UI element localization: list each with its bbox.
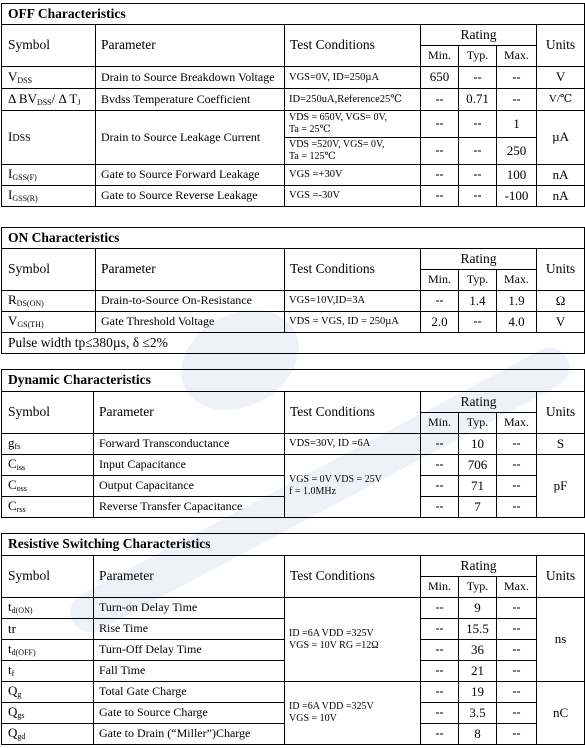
table-row xyxy=(2,434,585,455)
symbol-cell: Δ $BV_{DSS}/$ Δ $T_J$ xyxy=(2,89,96,111)
header-max: Max. xyxy=(497,577,537,598)
typ-cell: -- xyxy=(459,67,497,89)
min-cell: -- xyxy=(421,598,459,619)
min-cell: -- xyxy=(421,476,459,497)
header-units: Units xyxy=(537,25,585,67)
condition-cell: VDS = 650V, VGS= 0V, Ta = 25℃ xyxy=(285,111,421,138)
unit-cell: pF xyxy=(537,455,585,518)
header-units: Units xyxy=(537,556,585,598)
parameter-cell: Gate to Source Reverse Leakage xyxy=(96,186,285,207)
header-symbol: Symbol xyxy=(2,556,94,598)
header-test-conditions: Test Conditions xyxy=(285,392,421,434)
unit-cell: V xyxy=(537,312,585,333)
unit-cell: nA xyxy=(537,165,585,186)
typ-cell: -- xyxy=(459,165,497,186)
symbol-cell: $C_{rss}$ xyxy=(2,497,94,518)
symbol-cell: tr xyxy=(2,619,94,640)
parameter-cell: Gate Threshold Voltage xyxy=(96,312,285,333)
symbol-cell: $V_{GS(TH)}$ xyxy=(2,312,96,333)
header-parameter: Parameter xyxy=(94,556,285,598)
max-cell: -- xyxy=(497,89,537,111)
section-title: OFF Characteristics xyxy=(2,4,585,25)
section-title: ON Characteristics xyxy=(2,228,585,249)
min-cell: 650 xyxy=(421,67,459,89)
parameter-cell: Bvdss Temperature Coefficient xyxy=(96,89,285,111)
section-title: Dynamic Characteristics xyxy=(2,370,585,392)
condition-cell: ID=250uA,Reference25℃ xyxy=(285,89,421,111)
on-characteristics-table xyxy=(1,227,585,354)
typ-cell: 19 xyxy=(459,682,497,703)
min-cell: -- xyxy=(421,138,459,165)
symbol-cell: $V_{DSS}$ xyxy=(2,67,96,89)
table-row xyxy=(2,312,585,333)
symbol-cell: $I_{GSS(F)}$ xyxy=(2,165,96,186)
condition-cell: VDS =520V, VGS= 0V, Ta = 125℃ xyxy=(285,138,421,165)
unit-cell: V xyxy=(537,67,585,89)
symbol-cell: IDSS xyxy=(2,111,96,165)
header-symbol: Symbol xyxy=(2,25,96,67)
typ-cell: 10 xyxy=(459,434,497,455)
header-max: Max. xyxy=(497,270,537,291)
min-cell: -- xyxy=(421,111,459,138)
header-max: Max. xyxy=(497,46,537,67)
max-cell: -- xyxy=(497,724,537,745)
min-cell: -- xyxy=(421,724,459,745)
condition-cell: ID =6A VDD =325V VGS = 10V RG =12Ω xyxy=(285,598,421,682)
condition-cell: VGS =+30V xyxy=(285,165,421,186)
typ-cell: -- xyxy=(459,312,497,333)
header-rating: Rating xyxy=(421,556,537,577)
max-cell: -- xyxy=(497,497,537,518)
unit-cell: ns xyxy=(537,598,585,682)
typ-cell: 15.5 xyxy=(459,619,497,640)
typ-cell: -- xyxy=(459,186,497,207)
max-cell: -- xyxy=(497,703,537,724)
symbol-cell: $C_{oss}$ xyxy=(2,476,94,497)
symbol-cell: $R_{DS(ON)}$ xyxy=(2,291,96,312)
parameter-cell: Fall Time xyxy=(94,661,285,682)
header-min: Min. xyxy=(421,577,459,598)
parameter-cell: Drain to Source Leakage Current xyxy=(96,111,285,165)
max-cell: -- xyxy=(497,434,537,455)
table-row xyxy=(2,682,585,703)
table-row xyxy=(2,89,585,111)
max-cell: -- xyxy=(497,682,537,703)
parameter-cell: Output Capacitance xyxy=(94,476,285,497)
min-cell: -- xyxy=(421,165,459,186)
min-cell: -- xyxy=(421,682,459,703)
max-cell: 250 xyxy=(497,138,537,165)
symbol-cell: $Q_{gd}$ xyxy=(2,724,94,745)
unit-cell: V/℃ xyxy=(537,89,585,111)
header-min: Min. xyxy=(421,413,459,434)
parameter-cell: Turn-on Delay Time xyxy=(94,598,285,619)
symbol-cell: $I_{GSS(R)}$ xyxy=(2,186,96,207)
condition-cell: VGS = 0V VDS = 25V f = 1.0MHz xyxy=(285,455,421,518)
min-cell: -- xyxy=(421,661,459,682)
min-cell: -- xyxy=(421,455,459,476)
table-row xyxy=(2,455,585,476)
pulse-note: Pulse width tp≤380µs, δ ≤2% xyxy=(2,333,585,354)
condition-cell: ID =6A VDD =325V VGS = 10V xyxy=(285,682,421,745)
typ-cell: -- xyxy=(459,138,497,165)
unit-cell: S xyxy=(537,434,585,455)
table-row xyxy=(2,111,585,138)
header-test-conditions: Test Conditions xyxy=(285,249,421,291)
header-parameter: Parameter xyxy=(96,25,285,67)
header-rating: Rating xyxy=(421,25,537,46)
dynamic-characteristics-table xyxy=(1,369,585,518)
parameter-cell: Gate to Source Charge xyxy=(94,703,285,724)
min-cell: 2.0 xyxy=(421,312,459,333)
typ-cell: 71 xyxy=(459,476,497,497)
min-cell: -- xyxy=(421,89,459,111)
table-row xyxy=(2,165,585,186)
typ-cell: 1.4 xyxy=(459,291,497,312)
header-test-conditions: Test Conditions xyxy=(285,556,421,598)
max-cell: -- xyxy=(497,619,537,640)
max-cell: 4.0 xyxy=(497,312,537,333)
parameter-cell: Drain to Source Breakdown Voltage xyxy=(96,67,285,89)
min-cell: -- xyxy=(421,640,459,661)
parameter-cell: Turn-Off Delay Time xyxy=(94,640,285,661)
header-parameter: Parameter xyxy=(96,249,285,291)
symbol-cell: $t_{d(ON)}$ xyxy=(2,598,94,619)
min-cell: -- xyxy=(421,619,459,640)
unit-cell: Ω xyxy=(537,291,585,312)
max-cell: -- xyxy=(497,476,537,497)
min-cell: -- xyxy=(421,186,459,207)
min-cell: -- xyxy=(421,291,459,312)
table-row xyxy=(2,291,585,312)
symbol-cell: $Q_{gs}$ xyxy=(2,703,94,724)
header-rating: Rating xyxy=(421,392,537,413)
header-typ: Typ. xyxy=(459,577,497,598)
header-typ: Typ. xyxy=(459,46,497,67)
max-cell: -- xyxy=(497,640,537,661)
max-cell: -- xyxy=(497,455,537,476)
table-row xyxy=(2,67,585,89)
max-cell: 1 xyxy=(497,111,537,138)
parameter-cell: Rise Time xyxy=(94,619,285,640)
max-cell: 1.9 xyxy=(497,291,537,312)
unit-cell: nA xyxy=(537,186,585,207)
section-title: Resistive Switching Characteristics xyxy=(2,534,585,556)
symbol-cell: $C_{iss}$ xyxy=(2,455,94,476)
condition-cell: VGS =-30V xyxy=(285,186,421,207)
table-row xyxy=(2,598,585,619)
max-cell: -- xyxy=(497,67,537,89)
header-typ: Typ. xyxy=(459,413,497,434)
parameter-cell: Drain-to-Source On-Resistance xyxy=(96,291,285,312)
parameter-cell: Gate to Source Forward Leakage xyxy=(96,165,285,186)
symbol-cell: $t_{d(OFF)}$ xyxy=(2,640,94,661)
condition-cell: VGS=10V,ID=3A xyxy=(285,291,421,312)
table-row xyxy=(2,186,585,207)
max-cell: -- xyxy=(497,598,537,619)
typ-cell: 36 xyxy=(459,640,497,661)
parameter-cell: Forward Transconductance xyxy=(94,434,285,455)
max-cell: -- xyxy=(497,661,537,682)
switching-characteristics-table xyxy=(1,533,585,745)
parameter-cell: Total Gate Charge xyxy=(94,682,285,703)
off-characteristics-table xyxy=(1,3,585,207)
header-max: Max. xyxy=(497,413,537,434)
condition-cell: VDS = VGS, ID = 250µA xyxy=(285,312,421,333)
min-cell: -- xyxy=(421,703,459,724)
min-cell: -- xyxy=(421,434,459,455)
typ-cell: 9 xyxy=(459,598,497,619)
header-units: Units xyxy=(537,249,585,291)
header-test-conditions: Test Conditions xyxy=(285,25,421,67)
header-symbol: Symbol xyxy=(2,249,96,291)
condition-cell: VDS=30V, ID =6A xyxy=(285,434,421,455)
min-cell: -- xyxy=(421,497,459,518)
symbol-cell: $t_f$ xyxy=(2,661,94,682)
typ-cell: 7 xyxy=(459,497,497,518)
typ-cell: 8 xyxy=(459,724,497,745)
parameter-cell: Input Capacitance xyxy=(94,455,285,476)
condition-cell: VGS=0V, ID=250µA xyxy=(285,67,421,89)
header-symbol: Symbol xyxy=(2,392,94,434)
unit-cell: µA xyxy=(537,111,585,165)
typ-cell: 3.5 xyxy=(459,703,497,724)
unit-cell: nC xyxy=(537,682,585,745)
typ-cell: 0.71 xyxy=(459,89,497,111)
header-min: Min. xyxy=(421,270,459,291)
symbol-cell: $Q_g$ xyxy=(2,682,94,703)
symbol-cell: $g_{fs}$ xyxy=(2,434,94,455)
header-rating: Rating xyxy=(421,249,537,270)
typ-cell: 21 xyxy=(459,661,497,682)
header-units: Units xyxy=(537,392,585,434)
typ-cell: 706 xyxy=(459,455,497,476)
parameter-cell: Gate to Drain (“Miller”)Charge xyxy=(94,724,285,745)
max-cell: -100 xyxy=(497,186,537,207)
parameter-cell: Reverse Transfer Capacitance xyxy=(94,497,285,518)
header-min: Min. xyxy=(421,46,459,67)
typ-cell: -- xyxy=(459,111,497,138)
header-typ: Typ. xyxy=(459,270,497,291)
max-cell: 100 xyxy=(497,165,537,186)
header-parameter: Parameter xyxy=(94,392,285,434)
